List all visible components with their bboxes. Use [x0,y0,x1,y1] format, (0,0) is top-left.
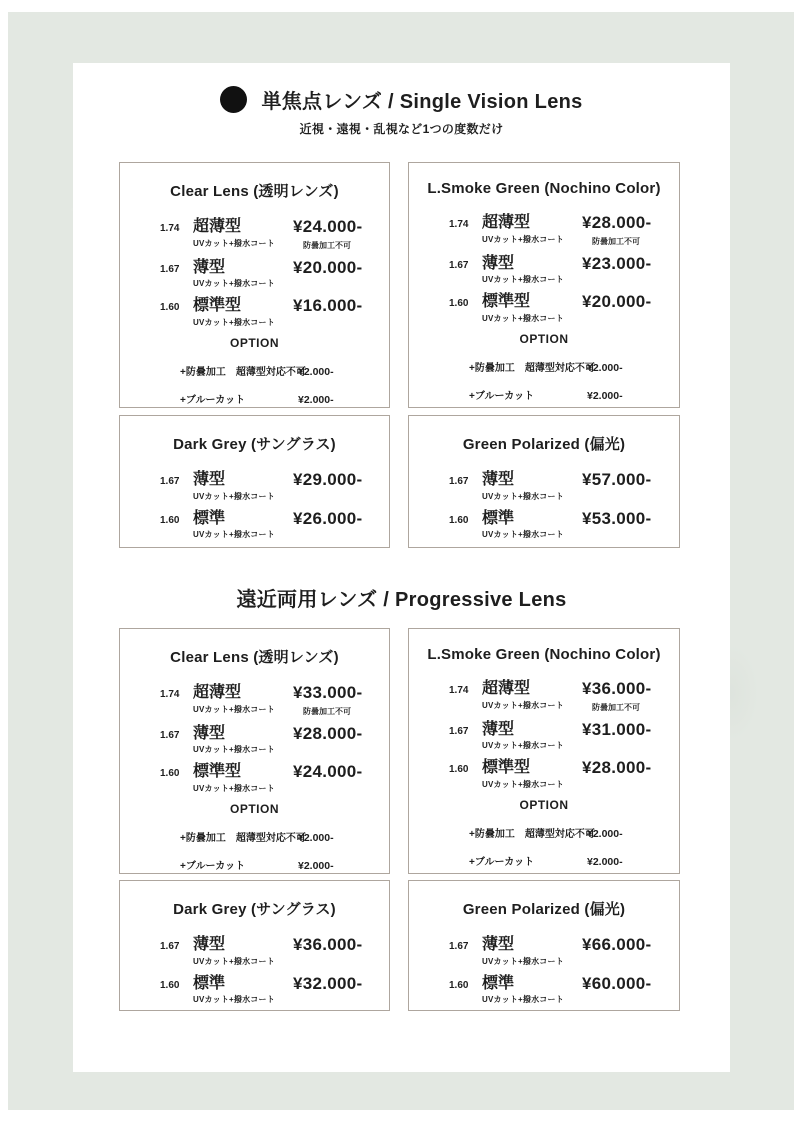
lens-name-column [193,510,293,541]
lens-price: ¥36.000- [293,935,363,954]
option-heading: OPTION [519,331,569,346]
lens-price-column [293,297,389,316]
lens-price: ¥28.000- [582,758,652,778]
lens-row [120,471,389,502]
lens-rows [409,471,679,540]
lens-coating: UVカット+撥水コート [193,238,275,248]
price-box-sv-lsmoke-green [408,162,680,408]
lens-name: 超薄型 [482,214,531,231]
lens-name-column [482,975,582,1006]
lens-name-column [482,471,582,502]
lens-row [409,293,679,324]
option-row [120,829,389,844]
lens-name: 標準 [482,974,515,992]
lens-price-column [293,510,389,529]
lens-name: 標準 [193,974,226,992]
lens-row [409,721,679,752]
refractive-index: 1.74 [160,689,180,700]
box-title: Clear Lens (透明レンズ) [170,183,339,200]
lens-price: ¥16.000- [293,296,363,316]
refractive-index: 1.74 [449,685,469,696]
option-price: ¥2.000- [298,365,334,378]
lens-price-column [293,218,389,251]
lens-rows [409,214,679,324]
lens-coating: UVカット+撥水コート [193,745,275,755]
lens-price-column [293,471,389,490]
lens-name: 標準型 [482,293,531,311]
lens-price: ¥31.000- [582,719,652,739]
lens-name: 薄型 [193,724,226,742]
lens-name: 薄型 [193,471,226,488]
price-note: 防曇加工不可 [592,702,640,712]
refractive-index: 1.67 [160,263,180,275]
lens-price-column [582,975,679,994]
lens-name-column [482,293,582,324]
lens-name-column [482,936,582,967]
lens-name: 標準型 [193,297,242,315]
box-title: Dark Grey (サングラス) [173,901,336,918]
lens-name-column [193,471,293,502]
lens-rows [120,471,389,540]
price-box-prog-lsmoke-green [408,628,680,874]
lens-rows [409,936,679,1005]
option-row [409,825,679,840]
lens-name: 超薄型 [193,218,242,235]
box-title: L.Smoke Green (Nochino Color) [427,180,661,197]
lens-price-column [582,510,679,529]
option-row [120,857,389,872]
lens-row [409,975,679,1006]
lens-row [409,510,679,541]
section-title-progressive: 遠近両用レンズ / Progressive Lens [236,589,567,611]
section-title-single-vision: 単焦点レンズ / Single Vision Lens [261,91,583,113]
lens-price: ¥36.000- [582,679,652,698]
lens-row [120,297,389,328]
lens-name-column [193,297,293,328]
lens-coating: UVカット+撥水コート [482,956,564,966]
lens-name-column [193,763,293,794]
refractive-index: 1.60 [160,514,180,526]
lens-coating: UVカット+撥水コート [482,234,564,244]
lens-price-column [582,255,679,274]
box-title: Green Polarized (偏光) [462,901,626,918]
lens-coating: UVカット+撥水コート [482,313,564,323]
refractive-index: 1.60 [160,302,180,314]
lens-price: ¥20.000- [293,257,363,277]
lens-name: 標準 [482,509,515,527]
lens-price: ¥29.000- [293,470,363,489]
lens-coating: UVカット+撥水コート [193,704,275,714]
option-price: ¥2.000- [298,393,334,406]
price-box-prog-green-polarized [408,880,680,1011]
lens-name-column [193,684,293,715]
refractive-index: 1.60 [449,514,469,526]
lens-row [120,510,389,541]
price-box-sv-clear-lens [119,162,390,408]
lens-name: 薄型 [193,936,226,953]
price-box-sv-dark-grey [119,415,390,548]
refractive-index: 1.60 [449,764,469,776]
lens-rows [120,936,389,1005]
lens-rows [409,680,679,790]
option-heading: OPTION [519,797,569,812]
option-row [120,363,389,378]
lens-coating: UVカット+撥水コート [482,530,564,540]
lens-price-column [293,975,389,994]
lens-coating: UVカット+撥水コート [193,956,275,966]
option-label: +ブルーカット [469,856,535,868]
lens-name: 薄型 [482,936,515,953]
option-heading: OPTION [229,335,279,350]
option-price: ¥2.000- [587,361,623,374]
washi-paper-background [8,12,794,1110]
lens-coating: UVカット+撥水コート [482,741,564,751]
lens-coating: UVカット+撥水コート [193,995,275,1005]
option-row [409,853,679,868]
lens-price-column [582,936,679,955]
lens-name: 標準 [193,509,226,527]
lens-coating: UVカット+撥水コート [193,783,275,793]
refractive-index: 1.67 [160,729,180,741]
option-price: ¥2.000- [587,389,623,402]
lens-name-column [193,936,293,967]
lens-price: ¥60.000- [582,973,652,993]
lens-price: ¥23.000- [582,253,652,273]
lens-row [120,259,389,290]
lens-rows [120,684,389,794]
lens-name: 超薄型 [482,680,531,697]
lens-price: ¥53.000- [582,508,652,528]
lens-price: ¥32.000- [293,973,363,993]
lens-price-column [582,471,679,490]
lens-name-column [482,510,582,541]
section-header-progressive [73,583,730,612]
option-row [409,359,679,374]
option-price: ¥2.000- [587,855,623,868]
refractive-index: 1.67 [160,941,180,952]
option-label: +防曇加工 超薄型対応不可 [469,828,595,840]
lens-price: ¥57.000- [582,470,652,489]
lens-row [409,214,679,247]
lens-name-column [482,680,582,711]
lens-price: ¥28.000- [582,213,652,232]
lens-name: 薄型 [482,720,515,738]
refractive-index: 1.67 [449,476,469,487]
option-label: +ブルーカット [180,860,246,872]
lens-price: ¥24.000- [293,762,363,782]
option-row [409,387,679,402]
lens-price-column [582,214,679,247]
lens-price: ¥20.000- [582,292,652,312]
refractive-index: 1.60 [160,768,180,780]
lens-rows [120,218,389,328]
lens-row [120,975,389,1006]
lens-coating: UVカット+撥水コート [482,700,564,710]
lens-coating: UVカット+撥水コート [482,491,564,501]
lens-row [409,936,679,967]
section-title-row [73,85,730,114]
option-price: ¥2.000- [587,827,623,840]
lens-name-column [193,975,293,1006]
box-title: Green Polarized (偏光) [462,436,626,453]
lens-price-column [582,293,679,312]
lens-coating: UVカット+撥水コート [193,491,275,501]
refractive-index: 1.67 [449,725,469,737]
refractive-index: 1.74 [160,223,180,234]
price-note: 防曇加工不可 [303,240,351,250]
section-header-single-vision [73,85,730,137]
option-price: ¥2.000- [298,859,334,872]
content-panel [73,63,730,1072]
lens-name: 標準型 [482,759,531,777]
price-note: 防曇加工不可 [592,236,640,246]
black-circle-bullet-icon [220,86,247,113]
refractive-index: 1.74 [449,219,469,230]
lens-coating: UVカット+撥水コート [193,317,275,327]
lens-coating: UVカット+撥水コート [482,779,564,789]
lens-row [409,471,679,502]
lens-name: 標準型 [193,763,242,781]
lens-row [120,684,389,717]
lens-price-column [293,259,389,278]
lens-name-column [482,255,582,286]
lens-price-column [293,725,389,744]
lens-name: 超薄型 [193,684,242,701]
lens-name-column [482,214,582,245]
option-heading: OPTION [229,801,279,816]
refractive-index: 1.67 [449,941,469,952]
lens-row [409,759,679,790]
lens-name-column [482,759,582,790]
refractive-index: 1.67 [449,259,469,271]
lens-row [120,763,389,794]
lens-name-column [193,259,293,290]
lens-name: 薄型 [482,471,515,488]
refractive-index: 1.60 [449,298,469,310]
box-title: Clear Lens (透明レンズ) [170,649,339,666]
lens-row [409,255,679,286]
lens-price-column [582,680,679,713]
lens-price: ¥28.000- [293,723,363,743]
lens-name: 薄型 [482,254,515,272]
lens-coating: UVカット+撥水コート [482,995,564,1005]
lens-coating: UVカット+撥水コート [482,275,564,285]
lens-price-column [293,684,389,717]
lens-coating: UVカット+撥水コート [193,279,275,289]
refractive-index: 1.60 [160,979,180,991]
option-label: +ブルーカット [469,390,535,402]
option-label: +ブルーカット [180,394,246,406]
option-row [120,391,389,406]
lens-price: ¥24.000- [293,217,363,236]
price-box-prog-dark-grey [119,880,390,1011]
option-label: +防曇加工 超薄型対応不可 [180,832,306,844]
lens-name-column [193,725,293,756]
option-label: +防曇加工 超薄型対応不可 [180,366,306,378]
box-title: L.Smoke Green (Nochino Color) [427,646,661,663]
option-label: +防曇加工 超薄型対応不可 [469,362,595,374]
lens-price-column [582,721,679,740]
refractive-index: 1.60 [449,979,469,991]
lens-price: ¥66.000- [582,935,652,954]
lens-name-column [193,218,293,249]
lens-row [120,936,389,967]
lens-price: ¥26.000- [293,508,363,528]
lens-price-column [293,936,389,955]
lens-row [409,680,679,713]
lens-price: ¥33.000- [293,683,363,702]
lens-row [120,218,389,251]
lens-price-column [293,763,389,782]
option-price: ¥2.000- [298,831,334,844]
refractive-index: 1.67 [160,476,180,487]
lens-name-column [482,721,582,752]
price-note: 防曇加工不可 [303,706,351,716]
price-box-sv-green-polarized [408,415,680,548]
box-title: Dark Grey (サングラス) [173,436,336,453]
lens-row [120,725,389,756]
section-subtitle-single-vision: 近視・遠視・乱視など1つの度数だけ [299,122,504,136]
lens-price-column [582,759,679,778]
lens-name: 薄型 [193,258,226,276]
lens-coating: UVカット+撥水コート [193,530,275,540]
price-box-prog-clear-lens [119,628,390,874]
